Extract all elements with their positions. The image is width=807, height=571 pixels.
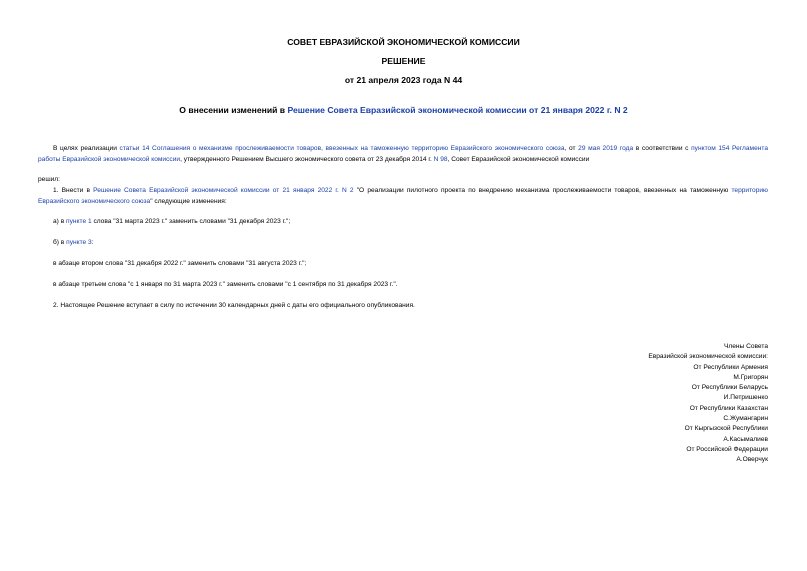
signatory-name: С.Жумангарин: [723, 415, 768, 423]
item-1-text-3: " следующие изменения:: [150, 197, 227, 205]
signatory-country: От Республики Казахстан: [689, 404, 768, 412]
amended-decision-link[interactable]: Решение Совета Евразийской экономической комиссии от 21 января 2022 г. N 2: [93, 187, 354, 194]
decided-label: решил:: [38, 176, 60, 183]
item-1-paragraph: [38, 186, 768, 207]
item-1b-text-2: :: [91, 239, 94, 246]
signatory-name: А.Касымалиев: [723, 435, 768, 443]
signatory-country: От Кыргызской Республики: [684, 425, 768, 433]
document-date: от 21 апреля 2023 года N 44: [344, 75, 463, 85]
document-type: РЕШЕНИЕ: [381, 56, 426, 66]
item-1b-text-1: б) в: [53, 239, 67, 246]
signature-title-1: Члены Совета: [723, 343, 768, 350]
item-1b-paragraph-2: в абзаце втором слова "31 декабря 2022 г." заменить словами "31 августа 2023 г.";: [53, 260, 307, 267]
item-1a-text-2: слова "31 марта 2023 г." заменить словами "31 декабря 2023 г.";: [91, 218, 291, 225]
agreement-article-link[interactable]: статьи 14 Соглашения о механизме прослеживаемости товаров, ввезенных на таможенную территорию Евразийского экономического союза: [119, 145, 565, 152]
agreement-date-link[interactable]: 29 мая 2019 года: [578, 145, 634, 152]
item-1a: [53, 217, 290, 228]
customs-territory-link[interactable]: территорию Евразийского экономического союза: [38, 187, 768, 205]
item-1a-text-1: а) в: [53, 218, 67, 225]
item-2: 2. Настоящее Решение вступает в силу по истечении 30 календарных дней с даты его официального опубликования.: [53, 302, 415, 309]
regulation-point-link[interactable]: пунктом 154 Регламента работы Евразийской экономической комиссии: [38, 145, 769, 163]
item-1b: [53, 238, 94, 249]
point-3-link[interactable]: пункте 3: [66, 239, 92, 246]
preamble-paragraph: [38, 144, 768, 165]
issuing-body: СОВЕТ ЕВРАЗИЙСКОЙ ЭКОНОМИЧЕСКОЙ КОМИССИИ: [287, 37, 520, 47]
signatory-name: А.Оверчук: [736, 456, 768, 464]
document-subject: [0, 105, 807, 116]
signatory-country: От Республики Беларусь: [691, 384, 768, 392]
signatory-country: От Российской Федерации: [686, 445, 768, 453]
subject-prefix: О внесении изменений в: [179, 105, 288, 115]
signature-title-2: Евразийской экономической комиссии:: [648, 353, 768, 361]
preamble-text-4: , утвержденного Решением Высшего экономического совета от 23 декабря 2014 г.: [180, 155, 434, 163]
item-1b-paragraph-3: в абзаце третьем слова "с 1 января по 31 марта 2023 г." заменить словами "с 1 сентября по 31 декабря 2023 г.".: [53, 281, 398, 288]
preamble-text-1: В целях реализации: [53, 145, 120, 152]
subject-decision-link[interactable]: Решение Совета Евразийской экономической комиссии от 21 января 2022 г. N 2: [287, 105, 628, 115]
item-1-text-1: 1. Внести в: [53, 187, 94, 194]
preamble-text-3: в соответствии с: [633, 145, 692, 152]
signatory-country: От Республики Армения: [693, 363, 768, 371]
preamble-text-5: , Совет Евразийской экономической комиссии: [447, 155, 590, 163]
signatory-name: И.Петришенко: [723, 394, 768, 402]
item-1-text-2: "О реализации пилотного проекта по внедрению механизма прослеживаемости товаров, ввезенных на таможенную: [353, 187, 732, 194]
preamble-text-2: , от: [564, 145, 579, 152]
point-1-link[interactable]: пункте 1: [66, 218, 92, 225]
decision-98-link[interactable]: N 98: [433, 155, 448, 163]
signatory-name: М.Григорян: [733, 373, 768, 381]
signature-block: [468, 342, 768, 466]
